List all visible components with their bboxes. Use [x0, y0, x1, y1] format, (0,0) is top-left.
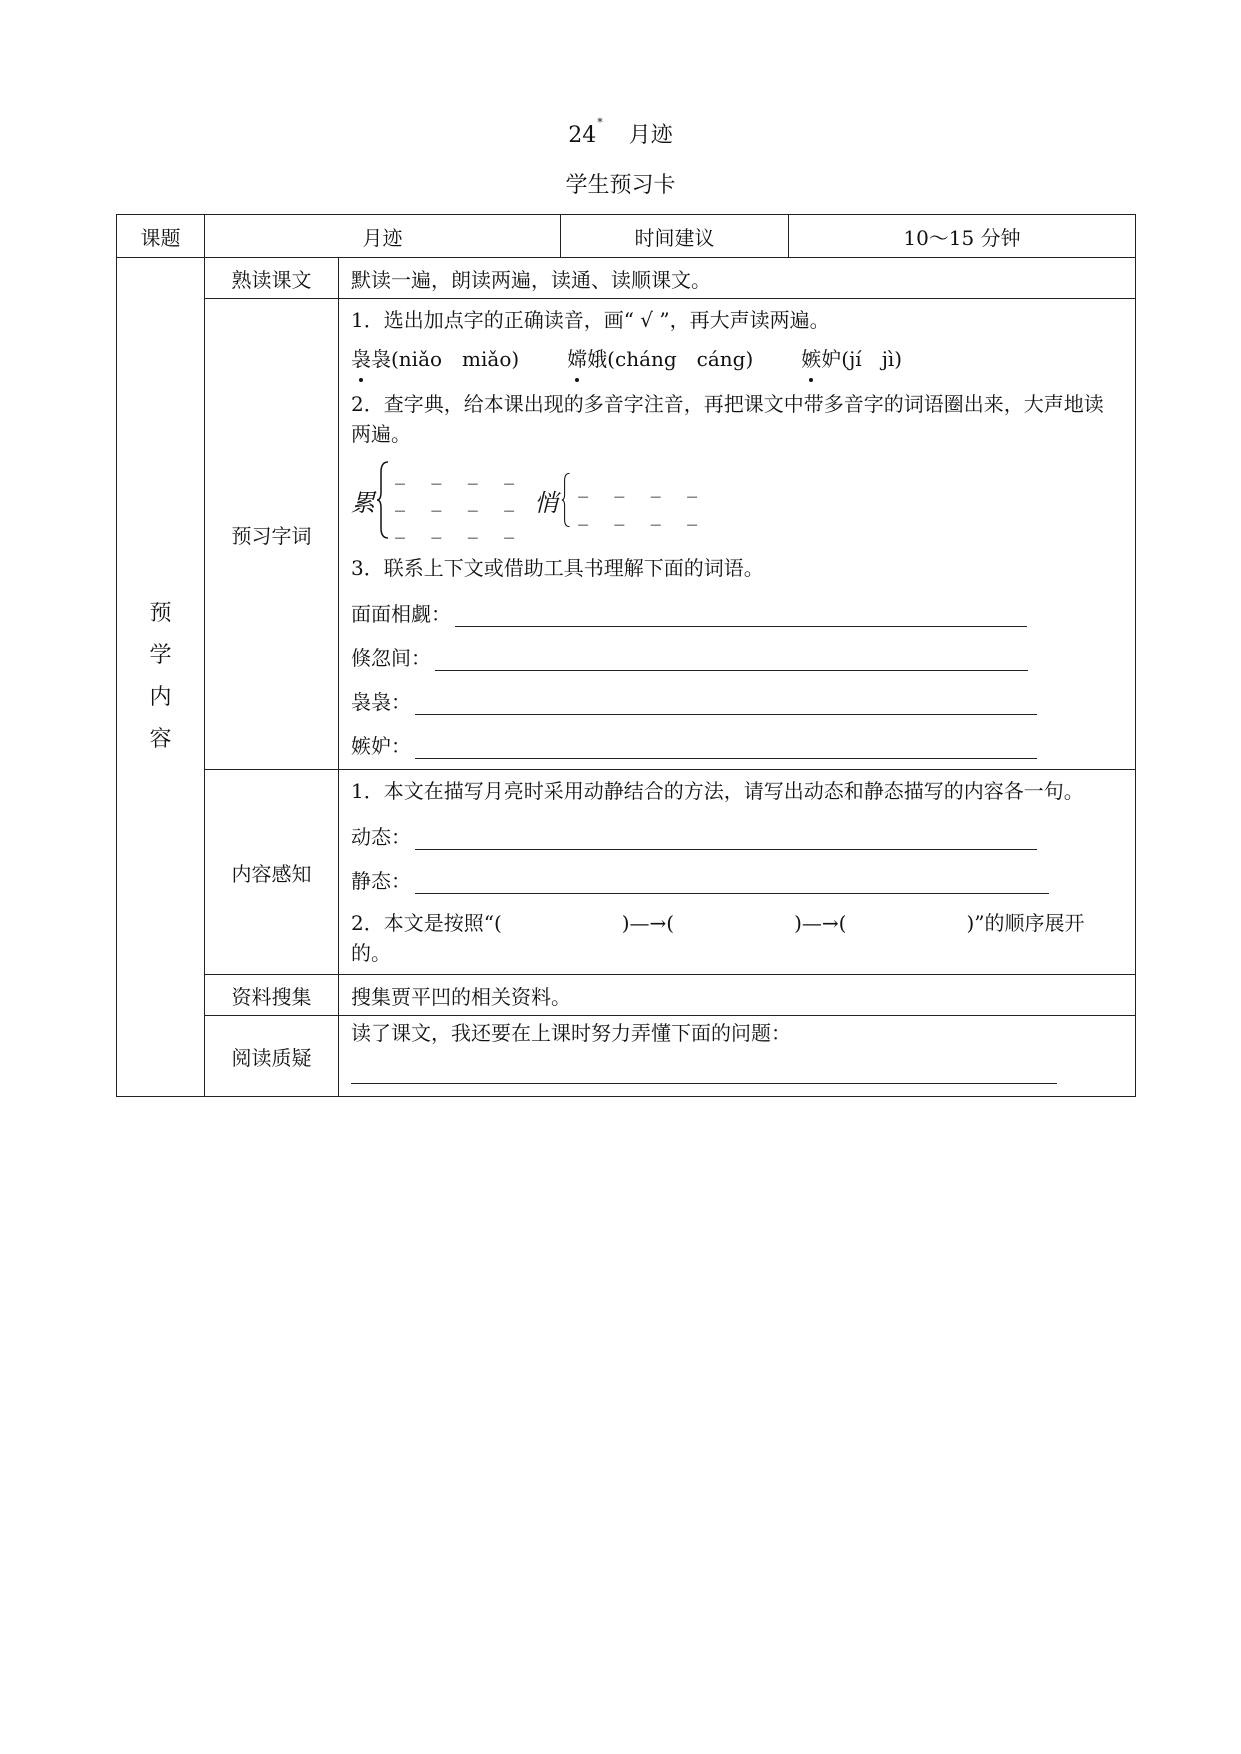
card-subtitle: 学生预习卡	[565, 173, 676, 198]
word-blank-row	[351, 583, 1123, 627]
questions-row	[117, 1016, 1136, 1097]
time-label: 时间建议	[561, 215, 789, 258]
header-row	[117, 215, 1136, 258]
lesson-title	[0, 118, 1241, 149]
vocab-label: 预习字词	[205, 299, 339, 770]
course-value: 月迹	[205, 215, 561, 258]
time-value: 10～15 分钟	[789, 215, 1136, 258]
reading-text: 默读一遍，朗读两遍，读通、读顺课文。	[339, 258, 1136, 299]
brace-icon	[377, 460, 389, 540]
reading-label: 熟读课文	[205, 258, 339, 299]
dash-blank: _ _ _ _	[395, 487, 525, 512]
lesson-name: 月迹	[628, 123, 673, 148]
course-label: 课题	[117, 215, 205, 258]
lesson-number: 24	[568, 123, 597, 148]
dash-blank: _ _ _ _	[395, 461, 525, 486]
pinyin-item	[567, 343, 753, 375]
polyphone-char: 悄	[534, 488, 559, 517]
dotted-char: 嫉	[801, 343, 821, 375]
dash-blank: _ _ _ _	[578, 474, 708, 498]
word-blank-row	[351, 715, 1123, 759]
question-blank-row	[351, 1048, 1123, 1084]
content-question-2: 2．本文是按照“( )—→( )—→( )”的顺序展开的。	[351, 911, 1085, 965]
content-row	[117, 770, 1136, 975]
dynamic-label: 动态：	[351, 825, 411, 849]
section-label-char: 预	[149, 601, 172, 626]
pinyin-choice: 袅(niǎo miǎo)	[371, 347, 520, 371]
polyphone-blanks	[578, 472, 707, 528]
pinyin-item	[801, 343, 902, 375]
content-label: 内容感知	[205, 770, 339, 975]
word-label: 袅袅：	[351, 690, 411, 714]
material-row	[117, 975, 1136, 1016]
static-blank-row	[351, 850, 1123, 894]
answer-line[interactable]	[351, 1059, 1057, 1084]
vocab-question-3: 3．联系上下文或借助工具书理解下面的词语。	[351, 556, 764, 580]
vocab-question-2: 2．查字典，给本课出现的多音字注音，再把课文中带多音字的词语圈出来，大声地读两遍。	[351, 392, 1104, 446]
material-text: 搜集贾平凹的相关资料。	[339, 975, 1136, 1016]
reading-row	[117, 258, 1136, 299]
questions-content	[339, 1016, 1136, 1097]
word-label: 倏忽间：	[351, 646, 431, 670]
optional-mark: *	[597, 116, 603, 129]
word-blank-row	[351, 671, 1123, 715]
dash-blank: _ _ _ _	[395, 514, 525, 539]
pinyin-item	[351, 343, 519, 375]
answer-line[interactable]	[415, 734, 1037, 759]
word-blank-row	[351, 627, 1123, 671]
pinyin-choice: 娥(cháng cáng)	[587, 347, 754, 371]
dotted-char: 袅	[351, 343, 371, 375]
content-content	[339, 770, 1136, 975]
vocab-content	[339, 299, 1136, 770]
vocab-row	[117, 299, 1136, 770]
polyphone-group	[351, 455, 1123, 545]
dash-blank: _ _ _ _	[578, 502, 708, 526]
preview-card-table	[116, 214, 1136, 1097]
answer-line[interactable]	[435, 646, 1028, 671]
section-label-char: 容	[149, 727, 172, 752]
word-label: 嫉妒：	[351, 734, 411, 758]
dotted-char: 嫦	[567, 343, 587, 375]
answer-line[interactable]	[415, 869, 1049, 894]
polyphone-char: 累	[351, 488, 375, 517]
section-label-char: 内	[149, 685, 172, 710]
questions-text: 读了课文，我还要在上课时努力弄懂下面的问题：	[351, 1021, 791, 1045]
material-label: 资料搜集	[205, 975, 339, 1016]
answer-line[interactable]	[415, 690, 1037, 715]
section-label	[117, 258, 205, 1097]
static-label: 静态：	[351, 869, 411, 893]
pinyin-options	[351, 343, 1123, 375]
word-label: 面面相觑：	[351, 602, 451, 626]
answer-line[interactable]	[415, 825, 1037, 850]
brace-icon	[560, 472, 572, 528]
dynamic-blank-row	[351, 806, 1123, 850]
content-question-1: 1．本文在描写月亮时采用动静结合的方法，请写出动态和静态描写的内容各一句。	[351, 779, 1084, 803]
answer-line[interactable]	[455, 602, 1027, 627]
questions-label: 阅读质疑	[205, 1016, 339, 1097]
section-label-char: 学	[149, 643, 172, 668]
polyphone-blanks	[395, 460, 524, 540]
vocab-question-1: 1．选出加点字的正确读音，画“ √ ”，再大声读两遍。	[351, 308, 830, 332]
pinyin-choice: 妒(jí jì)	[821, 347, 903, 371]
